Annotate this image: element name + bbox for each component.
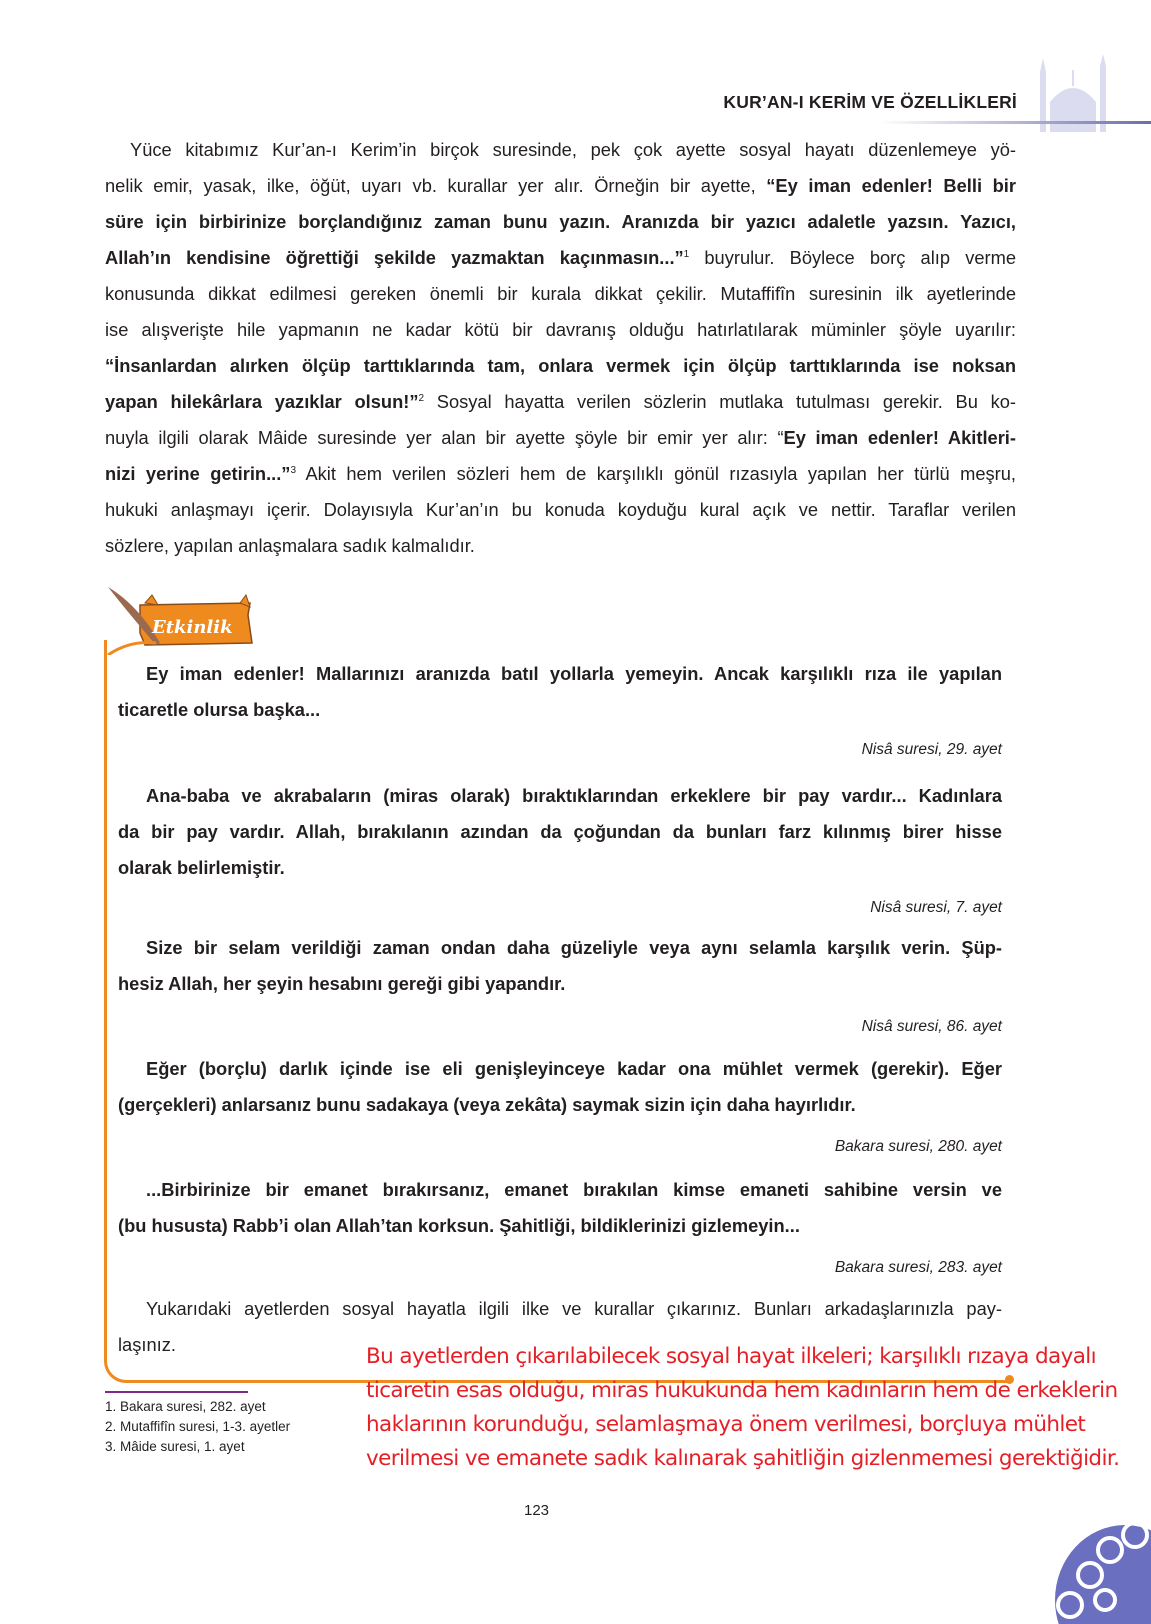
verse-line: [118, 692, 1002, 728]
text-segment: Eğer (borçlu) darlık içinde ise eli genişleyinceye kadar ona mühlet vermek (gerekir). Eğer: [146, 1058, 1002, 1079]
verse-citation: Bakara suresi, 280. ayet: [834, 1138, 1002, 1155]
text-segment: Yüce kitabımız Kur’an-ı Kerim’in birçok suresinde, pek çok ayette sosyal hayatı düzenlemeye yö-: [130, 139, 1016, 160]
text-segment: (gerçekleri) anlarsanız bunu sadakaya (veya zekâta) saymak sizin için daha hayırlıdır.: [118, 1094, 856, 1115]
mosque-silhouette-icon: [1028, 52, 1118, 132]
flower-ornament-icon: [1030, 1505, 1151, 1624]
text-segment: da bir pay vardır. Allah, bırakılanın azından da çoğundan da bunları farz kılınmış birer hisse: [118, 821, 1002, 842]
paragraph-line: [130, 132, 1016, 168]
verse-line: [118, 1208, 1002, 1244]
text-segment: buyrulur. Böylece borç alıp verme: [689, 247, 1016, 268]
activity-label: Etkinlik: [152, 617, 233, 638]
footnote-2: 2. Mutaffifîn suresi, 1-3. ayetler: [105, 1419, 291, 1434]
verse-citation: Nisâ suresi, 7. ayet: [870, 899, 1002, 916]
verse-line: [146, 1051, 1002, 1087]
verse-line: [146, 930, 1002, 966]
verse-citation: Nisâ suresi, 86. ayet: [861, 1018, 1002, 1035]
text-segment: Akit hem verilen sözleri hem de karşılıklı gönül rızasıyla yapılan her türlü meşru,: [296, 463, 1016, 484]
verse-line: [118, 814, 1002, 850]
text-segment: ticaretle olursa başka...: [118, 699, 321, 720]
text-segment: Sosyal hayatta verilen sözlerin mutlaka tutulması gerekir. Bu ko-: [424, 391, 1016, 412]
chapter-title: KUR’AN-I KERİM VE ÖZELLİKLERİ: [723, 92, 1017, 112]
paragraph-line: [105, 348, 1016, 384]
text-segment: nizi yerine getirin...”: [105, 463, 291, 484]
footnote-ref: 2: [418, 392, 425, 404]
page-number: 123: [524, 1502, 550, 1519]
text-segment: Allah’ın kendisine öğrettiği şekilde yazmaktan kaçınmasın...”: [105, 247, 684, 268]
paragraph-line: [105, 456, 1016, 492]
paragraph-line: [105, 528, 1016, 564]
text-segment: konusunda dikkat edilmesi gereken önemli bir kurala dikkat çekilir. Mutaffifîn suresinin ilk ayetlerinde: [105, 283, 1016, 304]
paragraph-line: [105, 420, 1016, 456]
footnote-1: 1. Bakara suresi, 282. ayet: [105, 1399, 266, 1414]
text-segment: Yukarıdaki ayetlerden sosyal hayatla ilgili ilke ve kurallar çıkarınız. Bunları arkadaşlarınızla pay-: [146, 1298, 1002, 1319]
paragraph-line: [105, 240, 1016, 276]
footnote-ref: 1: [683, 248, 690, 260]
paragraph-line: [105, 312, 1016, 348]
verse-line: [146, 1172, 1002, 1208]
footnote-ref: 3: [290, 464, 297, 476]
text-segment: ise alışverişte hile yapmanın ne kadar kötü bir davranış olduğu hatırlatılarak müminler şöyle uyarılır:: [105, 319, 1016, 340]
text-segment: ...Birbirinize bir emanet bırakırsanız, emanet bırakılan kimse emaneti sahibine versin ve: [146, 1179, 1002, 1200]
text-segment: hesiz Allah, her şeyin hesabını gereği gibi yapandır.: [118, 973, 566, 994]
verse-line: [146, 778, 1002, 814]
footnote-3: 3. Mâide suresi, 1. ayet: [105, 1439, 245, 1454]
header-rule: [880, 121, 1151, 124]
text-segment: nelik emir, yasak, ilke, öğüt, uyarı vb. kurallar yer alır. Örneğin bir ayette,: [105, 175, 767, 196]
text-segment: hukuki anlaşmayı içerir. Dolayısıyla Kur’an’ın bu konuda koyduğu kural açık ve nettir. Taraflar verilen: [105, 499, 1016, 520]
verse-line: [146, 656, 1002, 692]
paragraph-line: [105, 168, 1016, 204]
verse-line: [118, 966, 1002, 1002]
verse-line: [118, 1087, 1002, 1123]
text-segment: Size bir selam verildiği zaman ondan daha güzeliyle veya aynı selamla karşılık verin. Şüp-: [146, 937, 1002, 958]
text-segment: sözlere, yapılan anlaşmalara sadık kalmalıdır.: [105, 535, 475, 556]
paragraph-line: [105, 492, 1016, 528]
text-segment: “Ey iman edenler! Belli bir: [766, 175, 1016, 196]
instruction-line: [146, 1291, 1002, 1327]
text-segment: süre için birbirinize borçlandığınız zaman bunu yazın. Aranızda bir yazıcı adaletle yazsın. Yazıcı,: [105, 211, 1016, 232]
text-segment: laşınız.: [118, 1334, 176, 1355]
footnote-rule: [105, 1391, 248, 1393]
text-segment: “İnsanlardan alırken ölçüp tarttıklarında tam, onlara vermek için ölçüp tarttıklarında ise noksan: [105, 355, 1016, 376]
text-segment: olarak belirlemiştir.: [118, 857, 285, 878]
text-segment: Ey iman edenler! Akitleri-: [783, 427, 1016, 448]
verse-citation: Bakara suresi, 283. ayet: [834, 1259, 1002, 1276]
verse-citation: Nisâ suresi, 29. ayet: [861, 741, 1002, 758]
text-segment: Ey iman edenler! Mallarınızı aranızda batıl yollarla yemeyin. Ancak karşılıklı rıza ile yapılan: [146, 663, 1002, 684]
text-segment: Ana-baba ve akrabaların (miras olarak) bıraktıklarından erkeklere bir pay vardır... Kadınlara: [146, 785, 1002, 806]
paragraph-line: [105, 276, 1016, 312]
paragraph-line: [105, 204, 1016, 240]
paragraph-line: [105, 384, 1016, 420]
handwritten-answer: Bu ayetlerden çıkarılabilecek sosyal hayat ilkeleri; karşılıklı rızaya dayalı ticaretin esas olduğu, miras hukukunda hem kadınların hem de erkeklerin haklarının korunduğu, selamlaşmaya önem verilmesi, borçluya mühlet verilmesi ve emanete sadık kalınarak şahitliğin gizlenmemesi gerektiğidir.: [366, 1344, 1120, 1471]
text-segment: yapan hilekârlara yazıklar olsun!”: [105, 391, 419, 412]
text-segment: nuyla ilgili olarak Mâide suresinde yer alan bir ayette şöyle bir emir yer alır: “: [105, 427, 784, 448]
verse-line: [118, 850, 1002, 886]
text-segment: (bu hususta) Rabb’i olan Allah’tan korksun. Şahitliği, bildiklerinizi gizlemeyin...: [118, 1215, 800, 1236]
